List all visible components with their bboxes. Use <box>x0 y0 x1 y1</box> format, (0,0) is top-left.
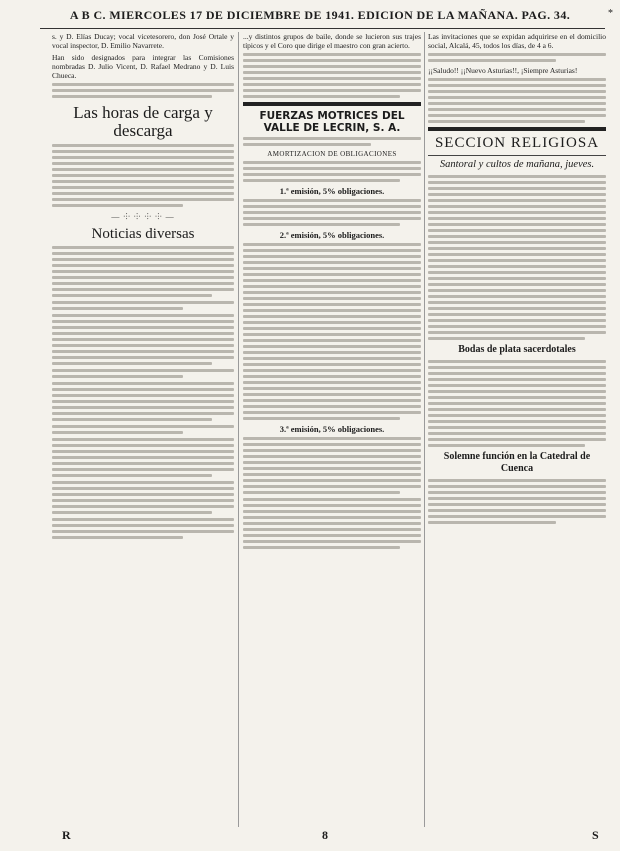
heading-seccion-religiosa: SECCION RELIGIOSA <box>434 135 600 151</box>
emision-2-heading: 2.ª emisión, 5% obligaciones. <box>279 230 385 240</box>
heading-bodas-plata: Bodas de plata sacerdotales <box>458 344 576 355</box>
column-2 <box>243 32 421 827</box>
number-list <box>243 243 421 420</box>
column-divider-2 <box>424 32 425 827</box>
text-block <box>52 438 234 477</box>
text-block <box>428 360 606 447</box>
section-top-rule <box>428 127 606 131</box>
heading-noticias-diversas: Noticias diversas <box>91 226 195 242</box>
text-block <box>52 481 234 514</box>
page-footer <box>40 828 605 848</box>
column-divider-1 <box>238 32 239 827</box>
text-block <box>52 83 234 98</box>
column-3 <box>428 32 606 827</box>
text-block <box>428 53 606 62</box>
footer-mark-mid: 8 <box>322 828 328 842</box>
text-block <box>52 314 234 365</box>
page-marker: * <box>608 8 613 19</box>
text-block <box>243 498 421 549</box>
number-list <box>243 437 421 494</box>
text-block <box>52 518 234 539</box>
heading-santoral: Santoral y cultos de mañana, jueves. <box>439 159 595 170</box>
text-block <box>428 479 606 524</box>
page-header: A B C. MIERCOLES 17 DE DICIEMBRE DE 1941. EDICION DE LA MAÑANA. PAG. 34. <box>69 8 571 22</box>
emision-1-heading: 1.ª emisión, 5% obligaciones. <box>279 186 385 196</box>
col3-intro: Las invitaciones que se expidan adquirirse en el domicilio social, Alcalá, 45, todos los días, de 4 a 6. <box>428 32 606 50</box>
text-block <box>52 301 234 310</box>
text-block <box>52 382 234 421</box>
ad-subtitle: AMORTIZACION DE OBLIGACIONES <box>267 150 397 158</box>
text-block <box>243 161 421 182</box>
footer-mark-right: S <box>592 828 599 842</box>
col2-intro: ...y distintos grupos de baile, donde se lucieron sus trajes típicos y el Coro que dirige el maestro con gran acierto. <box>243 32 421 50</box>
col3-viva: ¡¡Saludo!! ¡¡Nuevo Asturias!!, ¡Siempre Asturias! <box>428 66 578 75</box>
text-block <box>243 137 421 146</box>
col1-intro: s. y D. Elías Ducay; vocal vicetesorero, don José Ortale y vocal inspector, D. Emilio Navarrete. <box>52 32 234 50</box>
header-rule <box>40 28 605 29</box>
text-block <box>52 425 234 434</box>
section-bottom-rule <box>428 155 606 156</box>
text-block <box>243 53 421 98</box>
heading-horas-carga: Las horas de carga y descarga <box>73 103 213 140</box>
ad-top-rule <box>243 102 421 106</box>
text-block <box>52 144 234 207</box>
col1-intro-2: Han sido designados para integrar las Comisiones nombradas D. Julio Vicent, D. Rafael Medrano y D. Luis Chueca. <box>52 53 234 80</box>
text-block <box>428 175 606 340</box>
number-list <box>243 199 421 226</box>
emision-3-heading: 3.ª emisión, 5% obligaciones. <box>279 424 385 434</box>
heading-funcion-cuenca: Solemne función en la Catedral de Cuenca <box>443 451 591 474</box>
text-block <box>428 78 606 123</box>
ad-title: FUERZAS MOTRICES DEL VALLE DE LECRIN, S. A. <box>259 110 405 134</box>
text-block <box>52 246 234 297</box>
column-1 <box>52 32 234 827</box>
ornament-divider: — ⸭ ⸭ ⸭ ⸭ — <box>111 212 175 221</box>
text-block <box>52 369 234 378</box>
footer-mark-left: R <box>62 828 71 842</box>
